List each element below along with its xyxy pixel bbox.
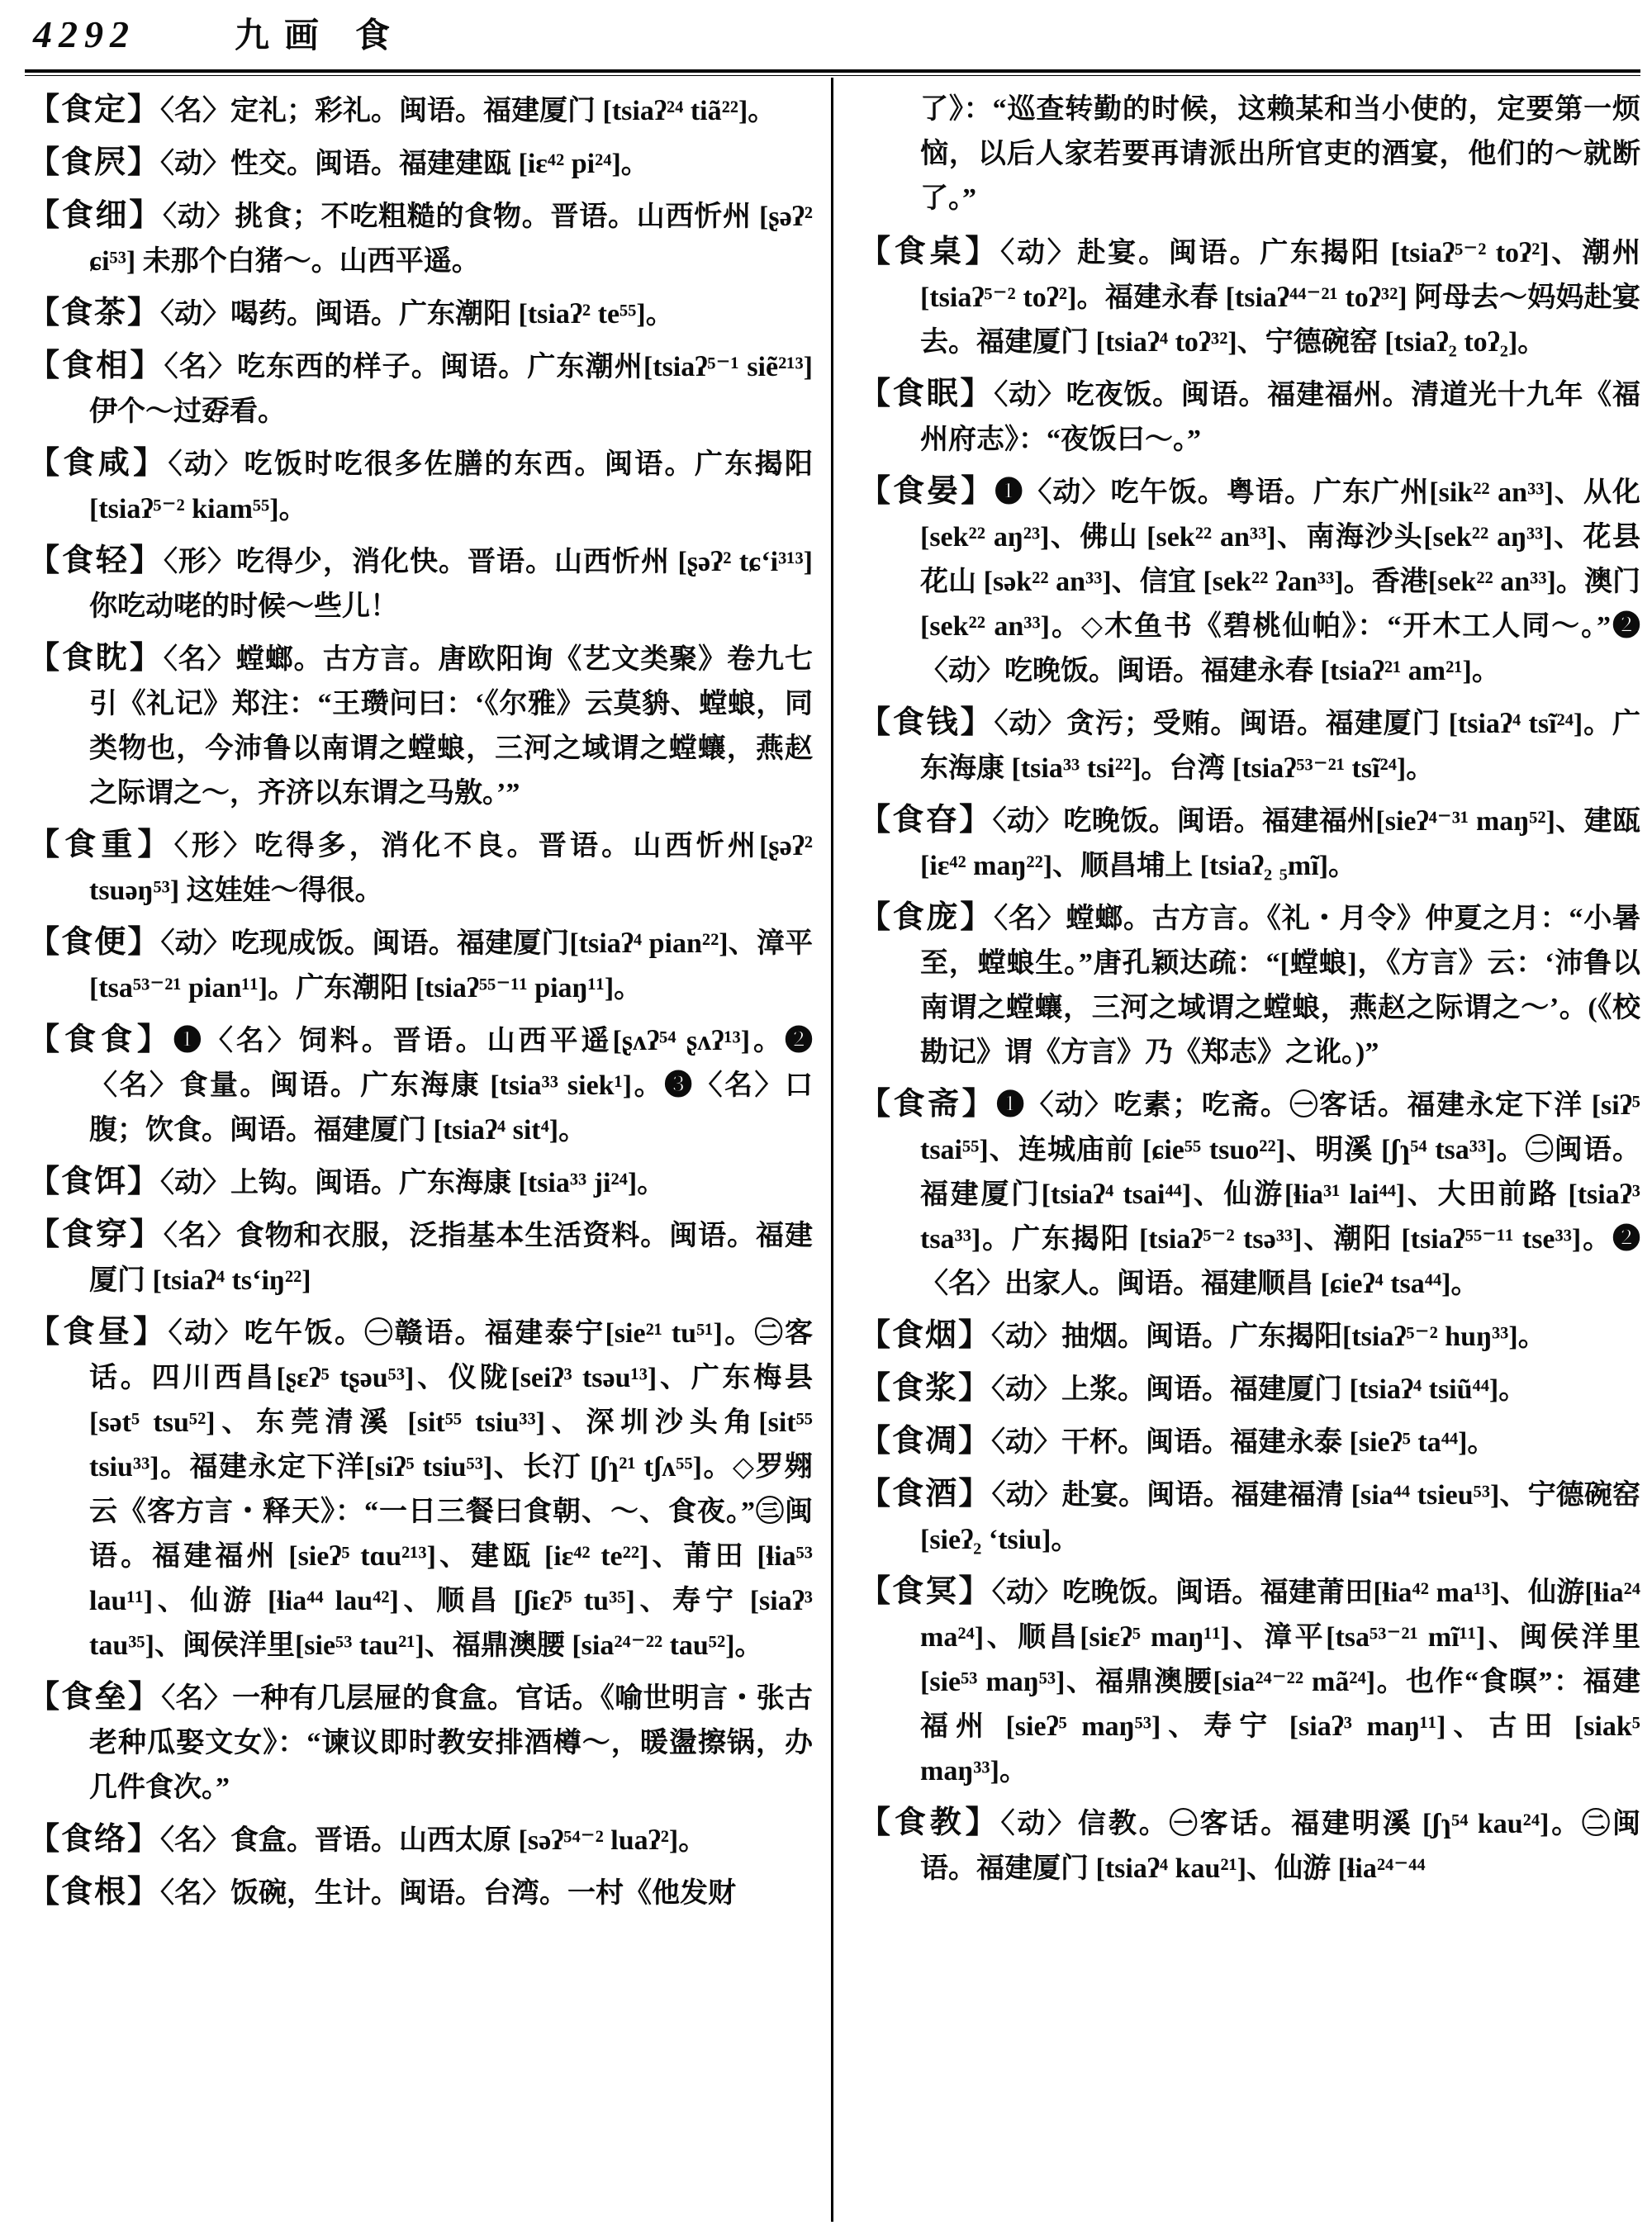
dictionary-entry xyxy=(28,88,813,134)
page-header xyxy=(33,8,390,58)
entry-headword: 【食昼】 xyxy=(28,1315,169,1350)
dictionary-entry xyxy=(859,1313,1640,1359)
entry-headword: 【食教】 xyxy=(859,1805,1001,1840)
entry-headword: 【食屄】 xyxy=(28,145,161,180)
entry-body: 〈动〉吃饭时吃很多佐膳的东西。闽语。广东揭阳 [tsiaʔ⁵⁻² kiam⁵⁵]。 xyxy=(89,449,813,524)
entry-headword: 【食食】 xyxy=(28,1022,173,1057)
entry-headword: 【食饵】 xyxy=(28,1165,161,1199)
entry-body: 〈名〉一种有几层屉的食盒。官话。《喻世明言・张古老种瓜娶文女》：“谏议即时教安排酒樽～，暖盪擦锅，办几件食次。” xyxy=(89,1683,813,1803)
entry-body: 〈动〉吃晚饭。闽语。福建莆田[ɬia⁴² ma¹³]、仙游[ɬia²⁴ ma²⁴]、顺昌[siɛʔ⁵ maŋ¹¹]、漳平[tsa⁵³⁻²¹ mĩ¹¹]、闽侯洋里 [sie⁵³ maŋ⁵³]、福鼎澳腰[sia²⁴⁻²² mã²⁴]。也作“食暝”：福建福州 [sieʔ⁵ maŋ⁵³]、寿宁 [siaʔ³ maŋ¹¹]、古田 [siak⁵ maŋ³³]。 xyxy=(920,1578,1640,1786)
entry-headword: 【食昚】 xyxy=(859,803,993,837)
radical-label: 食 xyxy=(355,17,391,55)
dictionary-entry xyxy=(28,344,813,434)
dictionary-entry xyxy=(28,1018,813,1153)
left-column xyxy=(28,88,813,1923)
entry-headword: 【食轻】 xyxy=(28,543,164,578)
dictionary-entry xyxy=(859,469,1640,694)
entry-body: 〈形〉吃得少，消化快。晋语。山西忻州 [ʂəʔ² tɕʻi³¹³] 你吃动咾的时候～些儿！ xyxy=(89,547,813,622)
entry-headword: 【食定】 xyxy=(28,93,161,127)
entry-body: 〈动〉吃午饭。㊀赣语。福建泰宁[sie²¹ tu⁵¹]。㊁客话。四川西昌[ʂɛʔ⁵ tʂəu⁵³]、仪陇[seiʔ³ tsəu¹³]、广东梅县 [sət⁵ tsu⁵²]、东莞清溪 [sit⁵⁵ tsiu³³]、深圳沙头角[sit⁵⁵ tsiu³³]。福建永定下洋[siʔ⁵ tsiu⁵³]、长汀 [ʃɿ²¹ tʃʌ⁵⁵]。◇罗翙云《客方言・释天》：“一日三餐曰食朝、～、食夜。”㊂闽语。福建福州 [sieʔ⁵ tɑu²¹³]、建瓯 [iɛ⁴² te²²]、莆田 [ɬia⁵³ lau¹¹]、仙游 [ɬia⁴⁴ lau⁴²]、顺昌 [ʃiɛʔ⁵ tu³⁵]、寿宁 [siaʔ³ tau³⁵]、闽侯洋里[sie⁵³ tau²¹]、福鼎澳腰 [sia²⁴⁻²² tau⁵²]。 xyxy=(89,1318,813,1661)
entry-body: 〈名〉定礼；彩礼。闽语。福建厦门 [tsiaʔ²⁴ tiã²²]。 xyxy=(160,96,776,126)
entry-headword: 【食咸】 xyxy=(28,446,169,481)
entry-headword: 【食凋】 xyxy=(859,1424,992,1459)
entry-headword: 【食眠】 xyxy=(859,377,995,411)
entry-body: 〈名〉螳螂。古方言。《礼・月令》仲夏之月：“小暑至，螳蜋生。”唐孔颖达疏：“[螳蜋]，《方言》云：‘沛鲁以南谓之螳蠰，三河之域谓之螳蜋，燕赵之际谓之～’。(《校勘记》谓《方言》乃《郑志》之讹。)” xyxy=(920,904,1640,1068)
column-divider xyxy=(831,78,833,2222)
right-column xyxy=(859,88,1640,1898)
dictionary-entry xyxy=(28,1160,813,1206)
entry-body: 〈动〉吃现成饭。闽语。福建厦门[tsiaʔ⁴ pian²²]、漳平 [tsa⁵³⁻²¹ pian¹¹]。广东潮阳 [tsiaʔ⁵⁵⁻¹¹ piaŋ¹¹]。 xyxy=(89,928,813,1004)
entry-body: 〈名〉食盒。晋语。山西太原 [səʔ⁵⁴⁻² luaʔ²]。 xyxy=(160,1825,707,1856)
entry-body: 〈动〉赴宴。闽语。福建福清 [sia⁴⁴ tsieu⁵³]、宁德碗窑 [sieʔ₂ ʻtsiu]。 xyxy=(920,1480,1640,1555)
entry-body: 〈动〉喝药。闽语。广东潮阳 [tsiaʔ² te⁵⁵]。 xyxy=(160,299,674,330)
entry-headword: 【食相】 xyxy=(28,349,164,383)
entry-headword: 【食茶】 xyxy=(28,296,161,330)
header-rule xyxy=(25,69,1640,76)
entry-body: 〈动〉上钩。闽语。广东海康 [tsia³³ ji²⁴]。 xyxy=(160,1168,666,1198)
entry-body: 〈名〉吃东西的样子。闽语。广东潮州[tsiaʔ⁵⁻¹ siẽ²¹³] 伊个～过孬看。 xyxy=(89,352,813,427)
dictionary-entry xyxy=(859,372,1640,463)
dictionary-entry xyxy=(859,798,1640,889)
entry-body: 〈动〉挑食；不吃粗糙的食物。晋语。山西忻州 [ʂəʔ² ɕi⁵³] 未那个白猪～。山西平遥。 xyxy=(89,202,813,277)
entry-headword: 【食冥】 xyxy=(859,1574,992,1609)
dictionary-entry xyxy=(859,1569,1640,1794)
entry-headword: 【食细】 xyxy=(28,198,164,233)
entry-headword: 【食庞】 xyxy=(859,900,995,935)
entry-headword: 【食垒】 xyxy=(28,1680,162,1715)
dictionary-entry xyxy=(859,1419,1640,1465)
entry-headword: 【食酒】 xyxy=(859,1477,992,1511)
entry-headword: 【食络】 xyxy=(28,1822,161,1857)
entry-body: 〈动〉吃晚饭。闽语。福建福州[sieʔ⁴⁻³¹ maŋ⁵²]、建瓯[iɛ⁴² maŋ²²]、顺昌埔上 [tsiaʔ₂ ₅mĩ]。 xyxy=(920,806,1640,881)
entry-body: 〈名〉饭碗，生计。闽语。台湾。一村《他发财 xyxy=(160,1878,737,1909)
dictionary-entry xyxy=(28,441,813,532)
dictionary-entry xyxy=(859,1472,1640,1563)
dictionary-entry xyxy=(859,895,1640,1075)
entry-headword: 【食桌】 xyxy=(859,235,1001,269)
entry-body: ❶〈动〉吃午饭。粤语。广东广州[sik²² an³³]、从化 [sek²² aŋ²³]、佛山 [sek²² an³³]、南海沙头[sek²² aŋ³³]、花县花山 [sək²² an³³]、信宜 [sek²² ʔan³³]。香港[sek²² an³³]。澳门 [sek²² an³³]。◇木鱼书《碧桃仙帕》：“开木工人同～。”❷〈动〉吃晚饭。闽语。福建永春 [tsiaʔ²¹ am²¹]。 xyxy=(920,477,1640,686)
entry-headword: 【食斋】 xyxy=(859,1087,997,1122)
dictionary-entry xyxy=(28,1310,813,1668)
entry-body: 〈动〉吃夜饭。闽语。福建福州。清道光十九年《福州府志》：“夜饭曰～。” xyxy=(920,380,1640,455)
dictionary-entry xyxy=(28,1870,813,1916)
entry-headword: 【食钱】 xyxy=(859,705,995,740)
dictionary-entry xyxy=(28,1212,813,1303)
entry-body: 〈动〉贪污；受贿。闽语。福建厦门 [tsiaʔ⁴ tsĩ²⁴]。广东海康 [tsia³³ tsi²²]。台湾 [tsiaʔ⁵³⁻²¹ tsĩ²⁴]。 xyxy=(920,709,1640,784)
entry-body: 〈名〉螳螂。古方言。唐欧阳询《艺文类聚》卷九七引《礼记》郑注：“王瓒问曰：‘《尔雅》云莫貈、螳蜋，同类物也，今沛鲁以南谓之螳蜋，三河之域谓之螳蠰，燕赵之际谓之～，齐济以东谓之马敫。’” xyxy=(89,644,813,809)
entry-body: 〈动〉信教。㊀客话。福建明溪 [ʃɿ⁵⁴ kau²⁴]。㊁闽语。福建厦门 [tsiaʔ⁴ kau²¹]、仙游 [ɬia²⁴⁻⁴⁴ xyxy=(920,1809,1640,1884)
dictionary-entry xyxy=(859,1082,1640,1307)
dictionary-entry xyxy=(28,291,813,337)
entry-body: ❶〈名〉饲料。晋语。山西平遥[ʂʌʔ⁵⁴ ʂʌʔ¹³]。❷〈名〉食量。闽语。广东海康 [tsia³³ siek¹]。❸〈名〉口腹；饮食。闽语。福建厦门 [tsiaʔ⁴ sit⁴]。 xyxy=(89,1026,813,1146)
entry-headword: 【食晏】 xyxy=(859,474,995,509)
entry-headword: 【食眈】 xyxy=(28,641,164,676)
dictionary-entry xyxy=(859,230,1640,365)
dictionary-entry xyxy=(28,636,813,816)
dictionary-entry xyxy=(28,140,813,187)
entry-headword: 【食浆】 xyxy=(859,1371,992,1406)
dictionary-entry xyxy=(28,920,813,1011)
entry-headword: 【食重】 xyxy=(28,828,174,862)
dictionary-entry xyxy=(859,700,1640,791)
dictionary-entry xyxy=(28,1675,813,1810)
entry-body: 〈动〉赴宴。闽语。广东揭阳 [tsiaʔ⁵⁻² toʔ²]、潮州 [tsiaʔ⁵⁻² toʔ²]。福建永春 [tsiaʔ⁴⁴⁻²¹ toʔ³²] 阿母去～妈妈赴宴去。福建厦门 [tsiaʔ⁴ toʔ³²]、宁德碗窑 [tsiaʔ₂ toʔ₂]。 xyxy=(920,238,1640,358)
entry-body: 〈动〉性交。闽语。福建建瓯 [iɛ⁴² pi²⁴]。 xyxy=(160,149,649,179)
dictionary-entry xyxy=(28,193,813,284)
entry-headword: 【食烟】 xyxy=(859,1318,992,1353)
entry-headword: 【食穿】 xyxy=(28,1217,164,1252)
stroke-count-label: 九画 xyxy=(235,17,335,55)
entry-body: 〈名〉食物和衣服，泛指基本生活资料。闽语。福建厦门 [tsiaʔ⁴ tsʻiŋ²²] xyxy=(89,1221,813,1296)
entry-body: 〈动〉上浆。闽语。福建厦门 [tsiaʔ⁴ tsiũ⁴⁴]。 xyxy=(991,1374,1527,1405)
entry-body: 〈动〉抽烟。闽语。广东揭阳[tsiaʔ⁵⁻² huŋ³³]。 xyxy=(991,1321,1546,1352)
dictionary-entry xyxy=(859,1366,1640,1412)
page-number: 4292 xyxy=(33,13,135,55)
entry-headword: 【食根】 xyxy=(28,1875,161,1910)
dictionary-entry xyxy=(28,823,813,913)
entry-headword: 【食便】 xyxy=(28,925,161,960)
entry-body: 〈动〉干杯。闽语。福建永泰 [sieʔ⁵ ta⁴⁴]。 xyxy=(991,1427,1496,1458)
entry-body: 了》：“巡查转勤的时候，这赖某和当小使的，定要第一烦恼，以后人家若要再请派出所官吏的酒宴，他们的～就断了。” xyxy=(920,94,1640,214)
dictionary-entry xyxy=(28,1817,813,1863)
entry-continuation xyxy=(859,88,1640,221)
dictionary-entry xyxy=(859,1801,1640,1891)
entry-body: 〈形〉吃得多，消化不良。晋语。山西忻州[ʂəʔ² tsuəŋ⁵³] 这娃娃～得很。 xyxy=(89,831,813,906)
entry-body: ❶〈动〉吃素；吃斋。㊀客话。福建永定下洋 [siʔ⁵ tsai⁵⁵]、连城庙前 [ɕie⁵⁵ tsuo²²]、明溪 [ʃɿ⁵⁴ tsa³³]。㊁闽语。福建厦门[tsiaʔ⁴ tsai⁴⁴]、仙游[ɬia³¹ lai⁴⁴]、大田前路 [tsiaʔ³ tsa³³]。广东揭阳 [tsiaʔ⁵⁻² tsə³³]、潮阳 [tsiaʔ⁵⁵⁻¹¹ tse³³]。❷〈名〉出家人。闽语。福建顺昌 [ɕieʔ⁴ tsa⁴⁴]。 xyxy=(920,1090,1640,1299)
dictionary-entry xyxy=(28,539,813,629)
